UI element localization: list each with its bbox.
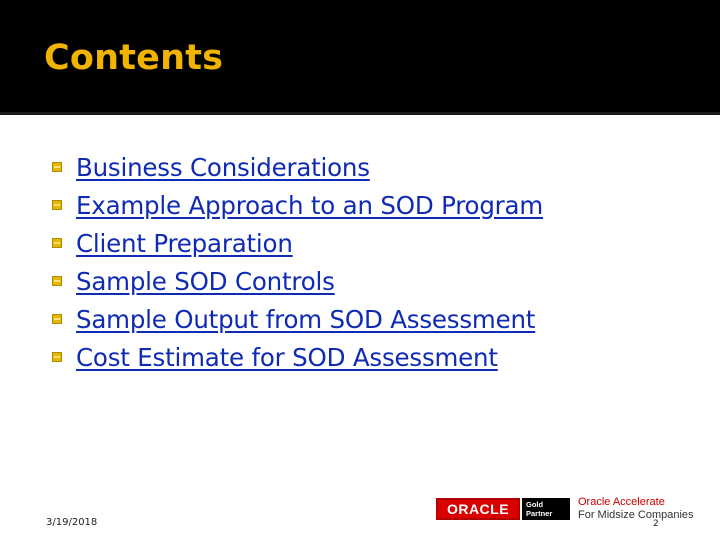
- accelerate-line2: For Midsize Companies: [578, 509, 694, 521]
- list-item: [52, 186, 692, 224]
- list-item: [52, 148, 692, 186]
- square-bullet-icon: [52, 162, 62, 172]
- list-item: [52, 338, 692, 376]
- link-cost-estimate[interactable]: Cost Estimate for SOD Assessment: [76, 342, 498, 372]
- list-item: [52, 300, 692, 338]
- oracle-logo-text: ORACLE: [446, 501, 510, 517]
- page-number: 2: [653, 519, 659, 529]
- link-client-preparation[interactable]: Client Preparation: [76, 228, 293, 258]
- slide-title: Contents: [44, 38, 224, 78]
- partner-badge-line2: Partner: [526, 509, 553, 518]
- oracle-logo: [436, 498, 520, 520]
- link-business-considerations[interactable]: Business Considerations: [76, 152, 370, 182]
- list-item: [52, 224, 692, 262]
- square-bullet-icon: [52, 276, 62, 286]
- square-bullet-icon: [52, 314, 62, 324]
- accelerate-line1: Oracle Accelerate: [578, 496, 665, 508]
- footer-date: 3/19/2018: [46, 517, 98, 528]
- square-bullet-icon: [52, 238, 62, 248]
- link-sample-output[interactable]: Sample Output from SOD Assessment: [76, 304, 536, 334]
- partner-badge-line1: Gold: [526, 500, 544, 509]
- square-bullet-icon: [52, 352, 62, 362]
- square-bullet-icon: [52, 200, 62, 210]
- accelerate-logo: [578, 496, 694, 522]
- title-bar-divider: [0, 112, 720, 115]
- link-example-approach[interactable]: Example Approach to an SOD Program: [76, 190, 544, 220]
- contents-list: [52, 148, 692, 376]
- link-sample-sod-controls[interactable]: Sample SOD Controls: [76, 266, 335, 296]
- gold-partner-badge: [522, 498, 570, 520]
- list-item: [52, 262, 692, 300]
